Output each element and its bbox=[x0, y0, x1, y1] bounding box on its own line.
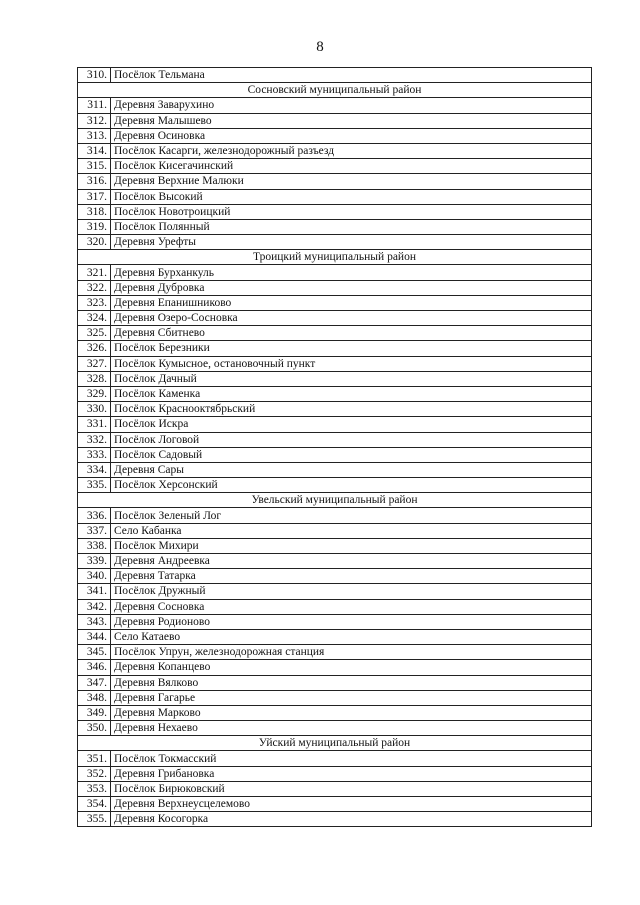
table-row bbox=[78, 705, 592, 720]
settlement-name: Посёлок Высокий bbox=[111, 189, 592, 204]
row-number: 354. bbox=[78, 797, 111, 812]
table-row bbox=[78, 128, 592, 143]
district-name: Сосновский муниципальный район bbox=[78, 83, 592, 98]
table-row bbox=[78, 417, 592, 432]
table-row bbox=[78, 295, 592, 310]
row-number: 355. bbox=[78, 812, 111, 827]
row-number: 344. bbox=[78, 629, 111, 644]
table-row bbox=[78, 219, 592, 234]
settlement-name: Деревня Марково bbox=[111, 705, 592, 720]
table-row bbox=[78, 68, 592, 83]
settlement-name: Деревня Сары bbox=[111, 462, 592, 477]
table-row bbox=[78, 645, 592, 660]
table-row bbox=[78, 751, 592, 766]
table-row bbox=[78, 538, 592, 553]
settlement-name: Деревня Малышево bbox=[111, 113, 592, 128]
row-number: 322. bbox=[78, 280, 111, 295]
table-row bbox=[78, 402, 592, 417]
settlement-name: Посёлок Новотроицкий bbox=[111, 204, 592, 219]
row-number: 336. bbox=[78, 508, 111, 523]
settlement-name: Деревня Осиновка bbox=[111, 128, 592, 143]
row-number: 320. bbox=[78, 235, 111, 250]
table-row bbox=[78, 113, 592, 128]
row-number: 326. bbox=[78, 341, 111, 356]
table-row bbox=[78, 478, 592, 493]
district-header-row bbox=[78, 736, 592, 751]
settlements-table-container bbox=[77, 67, 592, 827]
row-number: 333. bbox=[78, 447, 111, 462]
table-row bbox=[78, 569, 592, 584]
table-row bbox=[78, 781, 592, 796]
settlement-name: Посёлок Херсонский bbox=[111, 478, 592, 493]
table-row bbox=[78, 326, 592, 341]
district-header-row bbox=[78, 83, 592, 98]
table-row bbox=[78, 189, 592, 204]
settlement-name: Село Кабанка bbox=[111, 523, 592, 538]
row-number: 342. bbox=[78, 599, 111, 614]
row-number: 310. bbox=[78, 68, 111, 83]
settlement-name: Посёлок Логовой bbox=[111, 432, 592, 447]
settlement-name: Посёлок Кумысное, остановочный пункт bbox=[111, 356, 592, 371]
table-row bbox=[78, 614, 592, 629]
row-number: 317. bbox=[78, 189, 111, 204]
settlement-name: Деревня Андреевка bbox=[111, 554, 592, 569]
table-row bbox=[78, 311, 592, 326]
settlement-name: Деревня Сбитнево bbox=[111, 326, 592, 341]
settlement-name: Посёлок Токмасский bbox=[111, 751, 592, 766]
district-name: Увельский муниципальный район bbox=[78, 493, 592, 508]
settlement-name: Деревня Дубровка bbox=[111, 280, 592, 295]
row-number: 329. bbox=[78, 386, 111, 401]
settlement-name: Посёлок Полянный bbox=[111, 219, 592, 234]
row-number: 345. bbox=[78, 645, 111, 660]
table-row bbox=[78, 143, 592, 158]
settlement-name: Деревня Сосновка bbox=[111, 599, 592, 614]
row-number: 347. bbox=[78, 675, 111, 690]
settlement-name: Посёлок Бирюковский bbox=[111, 781, 592, 796]
table-row bbox=[78, 766, 592, 781]
row-number: 334. bbox=[78, 462, 111, 477]
settlement-name: Деревня Верхнеусцелемово bbox=[111, 797, 592, 812]
table-row bbox=[78, 371, 592, 386]
table-row bbox=[78, 721, 592, 736]
table-row bbox=[78, 523, 592, 538]
row-number: 318. bbox=[78, 204, 111, 219]
row-number: 319. bbox=[78, 219, 111, 234]
row-number: 339. bbox=[78, 554, 111, 569]
row-number: 351. bbox=[78, 751, 111, 766]
table-row bbox=[78, 280, 592, 295]
row-number: 311. bbox=[78, 98, 111, 113]
settlement-name: Деревня Гагарье bbox=[111, 690, 592, 705]
row-number: 335. bbox=[78, 478, 111, 493]
settlement-name: Посёлок Краснооктябрьский bbox=[111, 402, 592, 417]
row-number: 330. bbox=[78, 402, 111, 417]
row-number: 341. bbox=[78, 584, 111, 599]
row-number: 352. bbox=[78, 766, 111, 781]
settlement-name: Посёлок Каменка bbox=[111, 386, 592, 401]
row-number: 327. bbox=[78, 356, 111, 371]
settlement-name: Деревня Копанцево bbox=[111, 660, 592, 675]
table-row bbox=[78, 508, 592, 523]
settlement-name: Деревня Нехаево bbox=[111, 721, 592, 736]
table-row bbox=[78, 98, 592, 113]
row-number: 324. bbox=[78, 311, 111, 326]
district-header-row bbox=[78, 250, 592, 265]
row-number: 348. bbox=[78, 690, 111, 705]
settlement-name: Деревня Епанишниково bbox=[111, 295, 592, 310]
row-number: 332. bbox=[78, 432, 111, 447]
settlement-name: Деревня Вялково bbox=[111, 675, 592, 690]
table-row bbox=[78, 629, 592, 644]
settlements-table-body bbox=[78, 68, 592, 827]
row-number: 331. bbox=[78, 417, 111, 432]
table-row bbox=[78, 204, 592, 219]
page-number: 8 bbox=[316, 39, 324, 55]
row-number: 343. bbox=[78, 614, 111, 629]
row-number: 314. bbox=[78, 143, 111, 158]
row-number: 315. bbox=[78, 159, 111, 174]
settlement-name: Посёлок Кисегачинский bbox=[111, 159, 592, 174]
table-row bbox=[78, 462, 592, 477]
table-row bbox=[78, 447, 592, 462]
table-row bbox=[78, 797, 592, 812]
row-number: 338. bbox=[78, 538, 111, 553]
row-number: 328. bbox=[78, 371, 111, 386]
settlement-name: Деревня Заварухино bbox=[111, 98, 592, 113]
district-name: Троицкий муниципальный район bbox=[78, 250, 592, 265]
table-row bbox=[78, 159, 592, 174]
settlement-name: Посёлок Дружный bbox=[111, 584, 592, 599]
settlement-name: Деревня Верхние Малюки bbox=[111, 174, 592, 189]
settlement-name: Посёлок Березники bbox=[111, 341, 592, 356]
settlement-name: Село Катаево bbox=[111, 629, 592, 644]
settlement-name: Деревня Бурханкуль bbox=[111, 265, 592, 280]
settlements-table bbox=[77, 67, 592, 827]
settlement-name: Посёлок Искра bbox=[111, 417, 592, 432]
settlement-name: Посёлок Тельмана bbox=[111, 68, 592, 83]
district-header-row bbox=[78, 493, 592, 508]
settlement-name: Деревня Косогорка bbox=[111, 812, 592, 827]
table-row bbox=[78, 554, 592, 569]
table-row bbox=[78, 690, 592, 705]
settlement-name: Деревня Родионово bbox=[111, 614, 592, 629]
district-name: Уйский муниципальный район bbox=[78, 736, 592, 751]
row-number: 353. bbox=[78, 781, 111, 796]
row-number: 316. bbox=[78, 174, 111, 189]
row-number: 313. bbox=[78, 128, 111, 143]
table-row bbox=[78, 599, 592, 614]
settlement-name: Деревня Озеро-Сосновка bbox=[111, 311, 592, 326]
table-row bbox=[78, 265, 592, 280]
row-number: 321. bbox=[78, 265, 111, 280]
table-row bbox=[78, 386, 592, 401]
row-number: 340. bbox=[78, 569, 111, 584]
settlement-name: Посёлок Касарги, железнодорожный разъезд bbox=[111, 143, 592, 158]
row-number: 349. bbox=[78, 705, 111, 720]
table-row bbox=[78, 235, 592, 250]
row-number: 346. bbox=[78, 660, 111, 675]
settlement-name: Посёлок Зеленый Лог bbox=[111, 508, 592, 523]
table-row bbox=[78, 660, 592, 675]
table-row bbox=[78, 356, 592, 371]
table-row bbox=[78, 432, 592, 447]
table-row bbox=[78, 174, 592, 189]
settlement-name: Посёлок Дачный bbox=[111, 371, 592, 386]
settlement-name: Деревня Татарка bbox=[111, 569, 592, 584]
table-row bbox=[78, 812, 592, 827]
row-number: 312. bbox=[78, 113, 111, 128]
row-number: 350. bbox=[78, 721, 111, 736]
settlement-name: Посёлок Упрун, железнодорожная станция bbox=[111, 645, 592, 660]
settlement-name: Деревня Грибановка bbox=[111, 766, 592, 781]
table-row bbox=[78, 341, 592, 356]
table-row bbox=[78, 584, 592, 599]
settlement-name: Посёлок Садовый bbox=[111, 447, 592, 462]
table-row bbox=[78, 675, 592, 690]
row-number: 323. bbox=[78, 295, 111, 310]
settlement-name: Посёлок Михири bbox=[111, 538, 592, 553]
row-number: 325. bbox=[78, 326, 111, 341]
settlement-name: Деревня Урефты bbox=[111, 235, 592, 250]
row-number: 337. bbox=[78, 523, 111, 538]
